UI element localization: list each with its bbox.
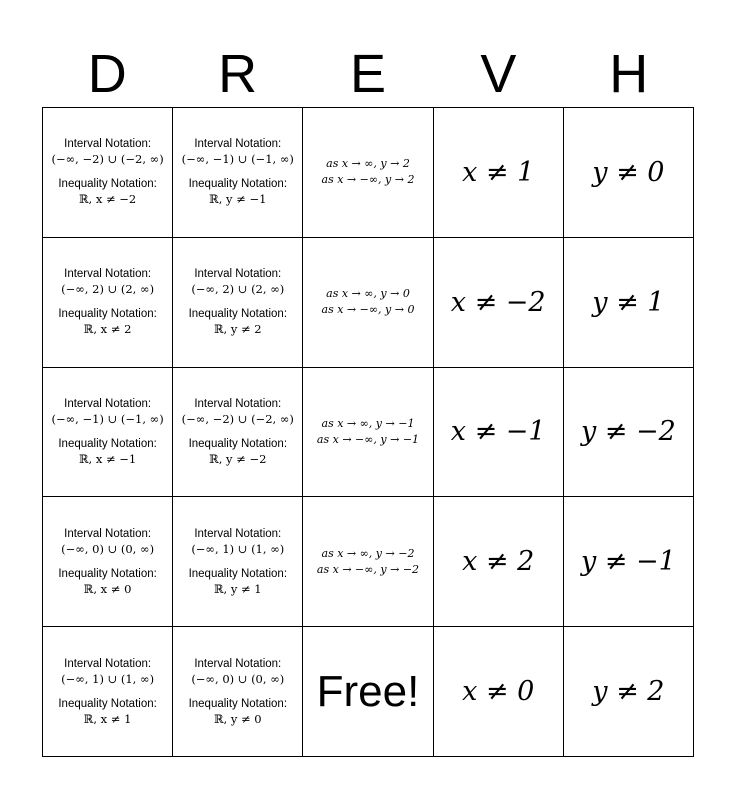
horizontal-asymptote-value: y ≠ −2 <box>580 416 676 448</box>
bingo-cell-end-behavior[interactable] <box>303 368 433 498</box>
interval-value: (−∞, 0) ∪ (0, ∞) <box>61 541 155 556</box>
bingo-cell-vertical-asymptote[interactable] <box>434 108 564 238</box>
vertical-asymptote-value: x ≠ 1 <box>462 156 535 188</box>
bingo-cell-domain[interactable] <box>43 238 173 368</box>
inequality-label: Inequality Notation: <box>188 697 288 710</box>
interval-value: (−∞, 1) ∪ (1, ∞) <box>191 541 285 556</box>
header-letter-e: E <box>349 44 386 104</box>
interval-label: Interval Notation: <box>64 397 152 410</box>
interval-value: (−∞, 2) ∪ (2, ∞) <box>191 282 285 297</box>
bingo-cell-horizontal-asymptote[interactable] <box>564 108 694 238</box>
bingo-cell-range[interactable] <box>173 627 303 757</box>
inequality-value: ℝ, y ≠ 2 <box>213 322 262 337</box>
inequality-label: Inequality Notation: <box>58 178 157 191</box>
bingo-cell-vertical-asymptote[interactable] <box>434 627 564 757</box>
free-space[interactable] <box>303 627 433 757</box>
end-behavior-negative: as x → −∞, y → −2 <box>316 562 420 576</box>
interval-label: Interval Notation: <box>194 657 282 670</box>
bingo-cell-domain[interactable] <box>43 497 173 627</box>
bingo-grid <box>42 107 694 757</box>
inequality-value: ℝ, x ≠ −1 <box>78 451 137 466</box>
end-behavior-negative: as x → −∞, y → 0 <box>321 303 415 317</box>
bingo-cell-domain[interactable] <box>43 108 173 238</box>
interval-label: Interval Notation: <box>194 527 282 540</box>
end-behavior-positive: as x → ∞, y → −1 <box>321 416 415 430</box>
bingo-cell-horizontal-asymptote[interactable] <box>564 238 694 368</box>
inequality-label: Inequality Notation: <box>188 178 288 191</box>
interval-label: Interval Notation: <box>194 397 282 410</box>
inequality-label: Inequality Notation: <box>188 308 288 321</box>
inequality-value: ℝ, x ≠ 2 <box>83 322 132 337</box>
horizontal-asymptote-value: y ≠ 2 <box>592 676 665 708</box>
bingo-cell-domain[interactable] <box>43 368 173 498</box>
inequality-value: ℝ, y ≠ 0 <box>213 711 262 726</box>
inequality-label: Inequality Notation: <box>58 567 157 580</box>
bingo-cell-range[interactable] <box>173 238 303 368</box>
bingo-cell-horizontal-asymptote[interactable] <box>564 627 694 757</box>
horizontal-asymptote-value: y ≠ 1 <box>592 286 665 318</box>
vertical-asymptote-value: x ≠ 0 <box>462 676 535 708</box>
inequality-value: ℝ, y ≠ −1 <box>209 192 267 207</box>
interval-value: (−∞, 1) ∪ (1, ∞) <box>61 671 155 686</box>
vertical-asymptote-value: x ≠ −2 <box>450 286 546 318</box>
bingo-cell-vertical-asymptote[interactable] <box>434 497 564 627</box>
horizontal-asymptote-value: y ≠ 0 <box>592 156 665 188</box>
header-letter-v: V <box>480 44 517 104</box>
interval-label: Interval Notation: <box>194 138 282 151</box>
interval-value: (−∞, −2) ∪ (−2, ∞) <box>51 152 164 167</box>
inequality-value: ℝ, y ≠ 1 <box>213 581 262 596</box>
inequality-label: Inequality Notation: <box>188 567 288 580</box>
free-space-label: Free! <box>316 666 420 716</box>
interval-label: Interval Notation: <box>64 527 152 540</box>
inequality-value: ℝ, x ≠ −2 <box>78 192 137 207</box>
interval-value: (−∞, 0) ∪ (0, ∞) <box>191 671 285 686</box>
bingo-cell-vertical-asymptote[interactable] <box>434 368 564 498</box>
bingo-cell-range[interactable] <box>173 108 303 238</box>
bingo-cell-range[interactable] <box>173 368 303 498</box>
bingo-cell-domain[interactable] <box>43 627 173 757</box>
inequality-label: Inequality Notation: <box>58 308 157 321</box>
interval-label: Interval Notation: <box>64 138 152 151</box>
interval-label: Interval Notation: <box>64 268 152 281</box>
interval-label: Interval Notation: <box>64 657 152 670</box>
end-behavior-positive: as x → ∞, y → −2 <box>321 546 415 560</box>
inequality-value: ℝ, y ≠ −2 <box>209 451 267 466</box>
bingo-header <box>42 40 694 108</box>
end-behavior-negative: as x → −∞, y → −1 <box>316 432 420 446</box>
interval-value: (−∞, −1) ∪ (−1, ∞) <box>181 152 294 167</box>
end-behavior-negative: as x → −∞, y → 2 <box>321 173 415 187</box>
inequality-label: Inequality Notation: <box>188 437 288 450</box>
bingo-cell-horizontal-asymptote[interactable] <box>564 497 694 627</box>
inequality-value: ℝ, x ≠ 1 <box>83 711 132 726</box>
interval-label: Interval Notation: <box>194 268 282 281</box>
bingo-cell-end-behavior[interactable] <box>303 238 433 368</box>
horizontal-asymptote-value: y ≠ −1 <box>580 546 676 578</box>
header-letter-r: R <box>218 44 258 104</box>
vertical-asymptote-value: x ≠ 2 <box>462 546 535 578</box>
interval-value: (−∞, 2) ∪ (2, ∞) <box>61 282 155 297</box>
vertical-asymptote-value: x ≠ −1 <box>450 416 546 448</box>
inequality-value: ℝ, x ≠ 0 <box>83 581 132 596</box>
inequality-label: Inequality Notation: <box>58 697 157 710</box>
bingo-cell-range[interactable] <box>173 497 303 627</box>
header-letter-d: D <box>87 44 127 104</box>
bingo-cell-end-behavior[interactable] <box>303 108 433 238</box>
bingo-cell-vertical-asymptote[interactable] <box>434 238 564 368</box>
bingo-cell-horizontal-asymptote[interactable] <box>564 368 694 498</box>
bingo-cell-end-behavior[interactable] <box>303 497 433 627</box>
interval-value: (−∞, −2) ∪ (−2, ∞) <box>181 411 294 426</box>
interval-value: (−∞, −1) ∪ (−1, ∞) <box>51 411 164 426</box>
end-behavior-positive: as x → ∞, y → 0 <box>326 287 410 301</box>
inequality-label: Inequality Notation: <box>58 437 157 450</box>
end-behavior-positive: as x → ∞, y → 2 <box>326 157 410 171</box>
header-letter-h: H <box>609 44 649 104</box>
